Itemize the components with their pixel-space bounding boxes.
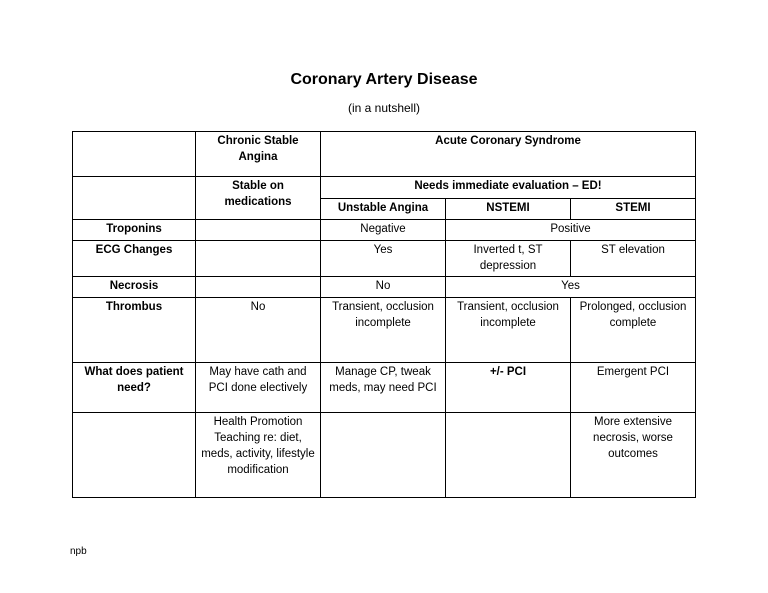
row-label-troponins: Troponins xyxy=(73,219,196,240)
cell-patient-need-chronic: May have cath and PCI done electively xyxy=(196,363,321,413)
cell-troponins-unstable: Negative xyxy=(321,219,446,240)
cell-troponins-chronic xyxy=(196,219,321,240)
header-stemi: STEMI xyxy=(571,199,696,220)
cell-notes-stemi: More extensive necrosis, worse outcomes xyxy=(571,413,696,498)
cell-notes-unstable-empty xyxy=(321,413,446,498)
cell-ecg-unstable: Yes xyxy=(321,240,446,277)
table-row-thrombus xyxy=(73,298,696,363)
cad-comparison-table xyxy=(72,131,696,498)
cell-necrosis-unstable: No xyxy=(321,277,446,298)
footer-initials: npb xyxy=(70,546,87,558)
page-title: Coronary Artery Disease xyxy=(290,71,478,88)
row-label-thrombus: Thrombus xyxy=(73,298,196,363)
header-stable-on-medications: Stable on medications xyxy=(196,177,321,220)
cell-thrombus-chronic: No xyxy=(196,298,321,363)
table-row-header-1 xyxy=(73,132,696,177)
cell-notes-label-empty xyxy=(73,413,196,498)
cell-ecg-nstemi: Inverted t, ST depression xyxy=(446,240,571,277)
header-acute-coronary-syndrome: Acute Coronary Syndrome xyxy=(321,132,696,177)
cell-patient-need-unstable: Manage CP, tweak meds, may need PCI xyxy=(321,363,446,413)
cell-necrosis-chronic xyxy=(196,277,321,298)
cell-necrosis-nstemi-stemi: Yes xyxy=(446,277,696,298)
table-row-header-2 xyxy=(73,177,696,199)
cell-ecg-chronic xyxy=(196,240,321,277)
table-row-patient-need xyxy=(73,363,696,413)
cell-patient-need-nstemi: +/- PCI xyxy=(446,363,571,413)
cell-thrombus-stemi: Prolonged, occlusion complete xyxy=(571,298,696,363)
table-row-notes xyxy=(73,413,696,498)
header-needs-immediate-evaluation: Needs immediate evaluation – ED! xyxy=(321,177,696,199)
cell-notes-chronic: Health Promotion Teaching re: diet, meds, activity, lifestyle modification xyxy=(196,413,321,498)
cell-thrombus-nstemi: Transient, occlusion incomplete xyxy=(446,298,571,363)
row-label-ecg-changes: ECG Changes xyxy=(73,240,196,277)
page-subtitle: (in a nutshell) xyxy=(347,101,421,115)
cell-thrombus-unstable: Transient, occlusion incomplete xyxy=(321,298,446,363)
header-unstable-angina: Unstable Angina xyxy=(321,199,446,220)
table-row-troponins xyxy=(73,219,696,240)
header-nstemi: NSTEMI xyxy=(446,199,571,220)
cell-corner-empty-2 xyxy=(73,177,196,220)
cell-notes-nstemi-empty xyxy=(446,413,571,498)
cell-ecg-stemi: ST elevation xyxy=(571,240,696,277)
cell-patient-need-stemi: Emergent PCI xyxy=(571,363,696,413)
row-label-necrosis: Necrosis xyxy=(73,277,196,298)
row-label-patient-need: What does patient need? xyxy=(73,363,196,413)
header-chronic-stable-angina: Chronic Stable Angina xyxy=(196,132,321,177)
cell-corner-empty xyxy=(73,132,196,177)
cell-troponins-nstemi-stemi: Positive xyxy=(446,219,696,240)
table-row-ecg-changes xyxy=(73,240,696,277)
table-row-necrosis xyxy=(73,277,696,298)
